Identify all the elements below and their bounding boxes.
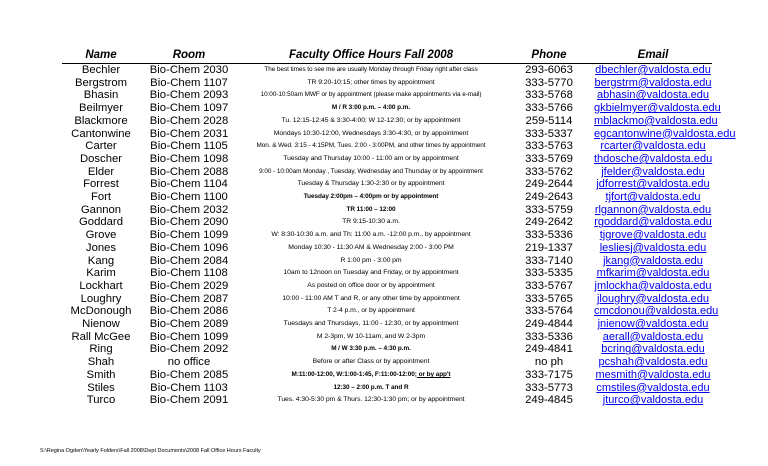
office-hours-cell	[238, 280, 504, 293]
office-hours-text: M / R 3:00 p.m. – 4:00 p.m.	[331, 104, 411, 112]
office-hours-suffix: or by app't	[416, 370, 451, 378]
email-link[interactable]: cmcdonou@valdosta.edu	[594, 305, 719, 318]
phone-cell: 333-5336	[525, 229, 573, 242]
room-cell: Bio-Chem 2084	[149, 254, 229, 267]
email-link[interactable]: abhasin@valdosta.edu	[596, 89, 710, 102]
email-link[interactable]: jdforrest@valdosta.edu	[596, 178, 710, 191]
office-hours-text: As posted on office door or by appointment	[307, 281, 435, 289]
office-hours-text: T 2-4 p.m., or by appointment	[327, 307, 415, 315]
room-cell: Bio-Chem 2086	[149, 305, 229, 318]
office-hours-text: Tu. 12:15-12:45 & 3:30-4:00; W 12-12:30; or by appointment	[281, 116, 461, 124]
room-cell: Bio-Chem 2032	[149, 203, 229, 216]
faculty-name: Cantonwine	[71, 127, 131, 140]
room-cell: Bio-Chem 1097	[149, 102, 229, 115]
header-row	[62, 48, 712, 64]
email-cell	[594, 382, 712, 395]
office-hours-table	[62, 48, 736, 407]
table-row	[62, 242, 712, 255]
room-cell: Bio-Chem 1100	[150, 191, 228, 204]
faculty-name: Grove	[85, 229, 117, 242]
office-hours-text: TR 9:15-10:30 a.m.	[342, 218, 400, 226]
office-hours-text: Before or after Class or by appointment	[312, 358, 430, 366]
table-row	[62, 89, 712, 102]
table-row	[62, 394, 712, 407]
header-hours: Faculty Office Hours Fall 2008	[238, 48, 504, 64]
faculty-name: Lockhart	[79, 279, 123, 292]
office-hours-cell	[238, 255, 504, 268]
office-hours-sheet	[62, 48, 736, 407]
email-link[interactable]: rgoddard@valdosta.edu	[594, 216, 712, 229]
room-cell: Bio-Chem 1098	[149, 152, 229, 165]
table-row	[62, 204, 712, 217]
faculty-name: Shah	[87, 356, 115, 369]
faculty-name: Carter	[85, 140, 117, 153]
office-hours-cell	[238, 166, 504, 179]
office-hours-text: Tuesdays and Thursdays, 11:00 - 12:30, or by appointment	[283, 320, 459, 328]
phone-cell: 333-5335	[525, 267, 573, 280]
email-link[interactable]: rlgannon@valdosta.edu	[594, 203, 712, 216]
office-hours-cell	[238, 191, 504, 204]
office-hours-cell	[238, 153, 504, 166]
email-link[interactable]: tjgrove@valdosta.edu	[599, 229, 707, 242]
office-hours-text: TR 9:20-10:15; other times by appointment	[307, 78, 435, 86]
email-cell	[594, 166, 712, 179]
office-hours-cell	[238, 343, 504, 356]
faculty-name: Gannon	[80, 203, 122, 216]
office-hours-cell	[238, 382, 504, 395]
room-cell: Bio-Chem 1107	[150, 76, 228, 89]
email-cell	[594, 267, 712, 280]
faculty-name: Bergstrom	[74, 76, 128, 89]
faculty-name: Bhasin	[83, 89, 119, 102]
office-hours-text: 10am to 12noon on Tuesday and Friday, or by appointment	[283, 269, 459, 277]
office-hours-cell	[238, 331, 504, 344]
phone-cell: no ph	[534, 356, 564, 369]
faculty-name: Rall McGee	[71, 330, 131, 343]
faculty-name: Turco	[86, 394, 116, 407]
header-phone: Phone	[504, 48, 594, 64]
table-row	[62, 166, 712, 179]
phone-cell: 249-4841	[525, 343, 573, 356]
email-link[interactable]: egcantonwine@valdosta.edu	[594, 127, 736, 140]
email-cell	[594, 356, 712, 369]
office-hours-text: W: 8:30-10:30 a.m. and Th: 11:00 a.m. -12:00 p.m., by appointment	[271, 231, 471, 239]
table-row	[62, 178, 712, 191]
room-cell: Bio-Chem 2030	[149, 64, 229, 76]
table-row	[62, 356, 712, 369]
room-cell: Bio-Chem 1108	[150, 267, 228, 280]
faculty-name: Kang	[87, 254, 115, 267]
room-cell: Bio-Chem 1099	[149, 330, 229, 343]
email-link[interactable]: jkang@valdosta.edu	[603, 254, 703, 267]
table-row	[62, 216, 712, 229]
email-cell	[594, 153, 712, 166]
office-hours-text: Monday 10:30 - 11:30 AM & Wednesday 2:00 - 3:00 PM	[288, 243, 454, 251]
table-row	[62, 305, 712, 318]
table-row	[62, 293, 712, 306]
table-row	[62, 331, 712, 344]
email-link[interactable]: pcshah@valdosta.edu	[598, 356, 708, 369]
phone-cell: 249-4844	[525, 318, 573, 331]
faculty-name: Beilmyer	[79, 102, 123, 115]
phone-cell: 333-5764	[525, 305, 573, 318]
phone-cell: 249-2643	[525, 191, 573, 204]
email-cell	[594, 343, 712, 356]
email-cell	[594, 102, 721, 115]
office-hours-cell	[238, 267, 504, 280]
faculty-name: Blackmore	[74, 114, 128, 127]
office-hours-text: 10:00 - 11:00 AM T and R, or any other time by appointment	[282, 294, 460, 302]
phone-cell: 333-5763	[525, 140, 573, 153]
email-link[interactable]: bcring@valdosta.edu	[601, 343, 705, 356]
email-link[interactable]: jmlockha@valdosta.edu	[594, 279, 712, 292]
room-cell: Bio-Chem 2028	[149, 114, 229, 127]
room-cell: Bio-Chem 2088	[149, 165, 229, 178]
office-hours-cell	[238, 242, 504, 255]
phone-cell: 333-7140	[525, 254, 573, 267]
email-link[interactable]: dbechler@valdosta.edu	[595, 64, 711, 76]
room-cell: Bio-Chem 1104	[150, 178, 228, 191]
phone-cell: 293-6063	[525, 64, 573, 76]
email-cell	[594, 242, 712, 255]
office-hours-text: Tuesday 2:00pm – 4:00pm or by appointment	[303, 193, 439, 201]
phone-cell: 249-2644	[525, 178, 573, 191]
room-cell: Bio-Chem 2091	[149, 394, 229, 407]
office-hours-cell	[238, 369, 504, 382]
faculty-name: Elder	[87, 165, 115, 178]
email-cell	[594, 369, 712, 382]
faculty-name: Jones	[85, 241, 117, 254]
office-hours-cell	[238, 89, 504, 102]
table-row	[62, 128, 712, 141]
office-hours-text: M:11:00-12:00, W:1:00-1:45, F:11:00-12:00;	[291, 370, 417, 378]
phone-cell: 333-5337	[525, 127, 573, 140]
room-cell: Bio-Chem 1103	[150, 381, 228, 394]
table-row	[62, 255, 712, 268]
table-row	[62, 369, 712, 382]
faculty-name: Nienow	[82, 318, 120, 331]
office-hours-text: M 2-3pm, W 10-11am, and W 2-3pm	[316, 332, 426, 340]
email-cell	[594, 255, 712, 268]
email-cell	[594, 331, 712, 344]
room-cell: Bio-Chem 1096	[149, 241, 229, 254]
email-link[interactable]: mesmith@valdosta.edu	[595, 368, 711, 381]
table-row	[62, 229, 712, 242]
table-row	[62, 64, 712, 77]
table-row	[62, 191, 712, 204]
table-row	[62, 318, 712, 331]
office-hours-cell	[238, 229, 504, 242]
office-hours-text: The best times to see me are usually Monday through Friday right after class	[264, 66, 478, 73]
email-cell	[594, 191, 712, 204]
email-cell	[594, 216, 712, 229]
faculty-name: Loughry	[80, 292, 122, 305]
room-cell: Bio-Chem 2087	[149, 292, 229, 305]
phone-cell: 219-1337	[525, 241, 573, 254]
email-cell	[594, 280, 712, 293]
office-hours-cell	[238, 318, 504, 331]
email-cell	[594, 89, 712, 102]
faculty-name: Doscher	[79, 152, 123, 165]
email-cell	[594, 394, 712, 407]
room-cell: Bio-Chem 2089	[149, 318, 229, 331]
email-link[interactable]: jfelder@valdosta.edu	[601, 165, 705, 178]
room-cell: Bio-Chem 1105	[150, 140, 228, 153]
table-row	[62, 153, 712, 166]
phone-cell: 333-5773	[525, 381, 573, 394]
office-hours-cell	[238, 77, 504, 90]
header-email: Email	[594, 48, 712, 64]
email-link[interactable]: mblackmo@valdosta.edu	[594, 114, 718, 127]
office-hours-cell	[238, 293, 504, 306]
table-row	[62, 77, 712, 90]
file-path-footer: S:\Regina Ogden\Yearly Folders\Fall 2008\Dept Documents\2008 Fall Office Hours Faculty	[40, 448, 261, 454]
phone-cell: 333-7175	[525, 368, 573, 381]
room-cell: Bio-Chem 2029	[149, 279, 229, 292]
office-hours-text: M / W 3:30 p.m. – 4:30 p.m.	[331, 345, 411, 353]
email-cell	[594, 229, 712, 242]
email-link[interactable]: lesliesj@valdosta.edu	[599, 241, 707, 254]
office-hours-cell	[238, 394, 504, 407]
office-hours-cell	[238, 204, 504, 217]
email-cell	[594, 293, 712, 306]
office-hours-cell	[238, 115, 504, 128]
office-hours-cell	[238, 216, 504, 229]
room-cell: Bio-Chem 2092	[149, 343, 229, 356]
table-body	[62, 64, 736, 407]
faculty-name: Ring	[89, 343, 113, 356]
email-cell	[594, 178, 712, 191]
office-hours-text: 12:30 – 2:00 p.m. T and R	[333, 383, 409, 391]
faculty-name: Stiles	[87, 381, 115, 394]
email-cell	[594, 114, 718, 128]
phone-cell: 333-5765	[525, 292, 573, 305]
office-hours-text: Mondays 10:30-12:00, Wednesdays 3:30-4:30, or by appointment	[273, 129, 469, 137]
phone-cell: 249-2642	[525, 216, 573, 229]
email-cell	[594, 64, 712, 77]
email-link[interactable]: gkbielmyer@valdosta.edu	[594, 102, 721, 115]
office-hours-cell	[238, 305, 504, 318]
email-cell	[594, 204, 712, 217]
office-hours-cell	[238, 102, 504, 115]
email-cell	[594, 140, 712, 153]
header-room: Room	[140, 48, 238, 64]
office-hours-text: Tuesday & Thursday 1:30-2:30 or by appointment	[297, 180, 445, 188]
table-row	[62, 382, 712, 395]
table-row	[62, 140, 712, 153]
table-row	[62, 280, 712, 293]
phone-cell: 249-4845	[525, 394, 573, 407]
faculty-name: Bechler	[81, 64, 121, 76]
faculty-name: Fort	[90, 191, 112, 204]
email-link[interactable]: jloughry@valdosta.edu	[596, 292, 710, 305]
email-link[interactable]: rcarter@valdosta.edu	[600, 140, 706, 153]
faculty-name: Smith	[86, 368, 116, 381]
room-cell: Bio-Chem 2093	[149, 89, 229, 102]
phone-cell: 333-5336	[525, 330, 573, 343]
email-link[interactable]: thdosche@valdosta.edu	[594, 152, 713, 165]
office-hours-text: TR 11:00 – 12:00	[346, 205, 396, 213]
table-row	[62, 102, 712, 115]
email-cell	[594, 318, 712, 331]
office-hours-cell	[238, 128, 504, 141]
phone-cell: 333-5767	[525, 279, 573, 292]
office-hours-text: Tuesday and Thursday 10:00 - 11:00 am or by appointment	[283, 154, 459, 162]
phone-cell: 333-5768	[525, 89, 573, 102]
email-link[interactable]: tjfort@valdosta.edu	[605, 191, 701, 204]
office-hours-cell	[238, 356, 504, 369]
office-hours-text: R 1:00 pm - 3:00 pm	[340, 256, 402, 264]
email-cell	[594, 305, 719, 318]
faculty-name: McDonough	[70, 305, 132, 318]
office-hours-text: 9:00 - 10:00am Monday , Tuesday, Wednesday and Thursday or by appointment	[259, 167, 483, 175]
email-link[interactable]: cmstiles@valdosta.edu	[596, 381, 710, 394]
phone-cell: 333-5762	[525, 165, 573, 178]
email-link[interactable]: aerall@valdosta.edu	[602, 330, 704, 343]
office-hours-text: 10:00-10:50am MWF or by appointment (please make appointments via e-mail)	[260, 91, 482, 99]
faculty-name: Forrest	[83, 178, 119, 191]
table-row	[62, 343, 712, 356]
room-cell: Bio-Chem 2085	[149, 368, 229, 381]
phone-cell: 259-5114	[525, 114, 573, 127]
room-cell: Bio-Chem 2031	[149, 127, 229, 140]
email-link[interactable]: mfkarim@valdosta.edu	[596, 267, 710, 280]
faculty-name: Goddard	[79, 216, 123, 229]
table-row	[62, 267, 712, 280]
email-link[interactable]: jturco@valdosta.edu	[602, 394, 704, 407]
office-hours-text: Tues. 4:30-5:30 pm & Thurs. 12:30-1:30 pm; or by appointment	[277, 396, 465, 404]
office-hours-cell	[238, 64, 504, 77]
phone-cell: 333-5770	[525, 76, 573, 89]
header-name: Name	[62, 48, 140, 64]
room-cell: Bio-Chem 2090	[149, 216, 229, 229]
office-hours-text: Mon. & Wed. 3:15 - 4:15PM, Tues. 2:00 - 3:00PM, and other times by appointment	[256, 142, 486, 150]
phone-cell: 333-5759	[525, 203, 573, 216]
room-cell: no office	[167, 356, 211, 369]
table-row	[62, 115, 712, 128]
email-cell	[594, 127, 736, 141]
room-cell: Bio-Chem 1099	[149, 229, 229, 242]
email-link[interactable]: jnienow@valdosta.edu	[597, 318, 709, 331]
office-hours-cell	[238, 140, 504, 153]
office-hours-cell	[238, 178, 504, 191]
email-cell	[594, 77, 712, 90]
faculty-name: Karim	[86, 267, 116, 280]
phone-cell: 333-5766	[525, 102, 573, 115]
phone-cell: 333-5769	[525, 152, 573, 165]
email-link[interactable]: bergstrm@valdosta.edu	[594, 76, 712, 89]
